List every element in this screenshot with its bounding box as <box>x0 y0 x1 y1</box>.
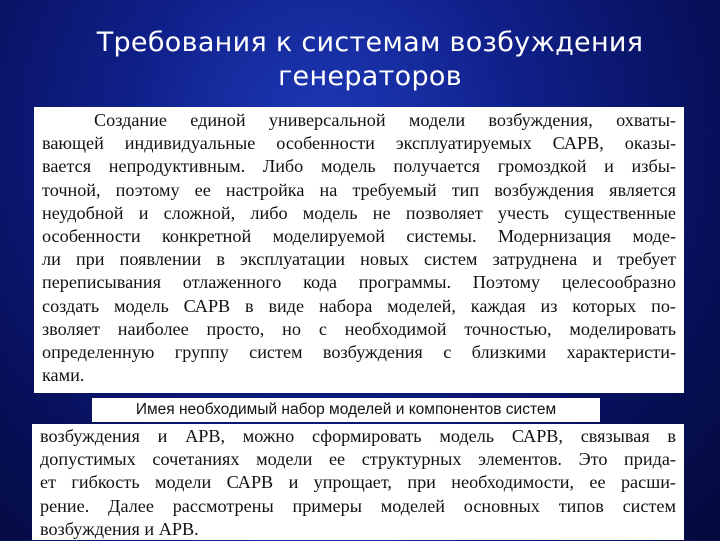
text-line: вается непродуктивным. Либо модель получается громоздкой и избы- <box>42 156 676 177</box>
text-line: определенную группу систем возбуждения с близкими характеристи- <box>42 341 676 362</box>
text-line: ет гибкость модели САРВ и упрощает, при необходимости, ее расши- <box>40 472 676 493</box>
scanned-text-block-2 <box>32 424 684 540</box>
text-line: возбуждения и АРВ. <box>40 518 199 539</box>
slide-title-line-2: генераторов <box>278 61 462 92</box>
text-line: точной, поэтому ее настройка на требуемый тип возбуждения является <box>42 179 676 200</box>
text-line: особенности конкретной моделируемой системы. Модернизация моде- <box>42 225 676 246</box>
text-line: ли при появлении в эксплуатации новых систем затруднена и требует <box>42 249 676 270</box>
text-line: ками. <box>42 365 85 386</box>
text-line: зволяет наиболее просто, но с необходимой точностью, моделировать <box>42 318 676 339</box>
text-line: допустимых сочетаниях модели ее структурных элементов. Это прида- <box>40 449 676 470</box>
caption-label: Имея необходимый набор моделей и компонентов систем <box>92 398 600 422</box>
text-line: рение. Далее рассмотрены примеры моделей основных типов систем <box>40 495 676 516</box>
scanned-text-block-1 <box>34 107 684 393</box>
text-line: переписывания отлаженного кода программы. Поэтому целесообразно <box>42 272 676 293</box>
slide-title <box>60 26 680 94</box>
slide-title-line-1: Требования к системам возбуждения <box>96 27 644 58</box>
text-line: вающей индивидуальные особенности эксплуатируемых САРВ, оказы- <box>42 133 676 154</box>
text-line: неудобной и сложной, либо модель не позволяет учесть существенные <box>42 202 676 223</box>
text-line: создать модель САРВ в виде набора моделей, каждая из которых по- <box>42 295 676 316</box>
text-line: Создание единой универсальной модели возбуждения, охваты- <box>94 110 676 130</box>
text-line: возбуждения и АРВ, можно сформировать модель САРВ, связывая в <box>40 426 676 446</box>
